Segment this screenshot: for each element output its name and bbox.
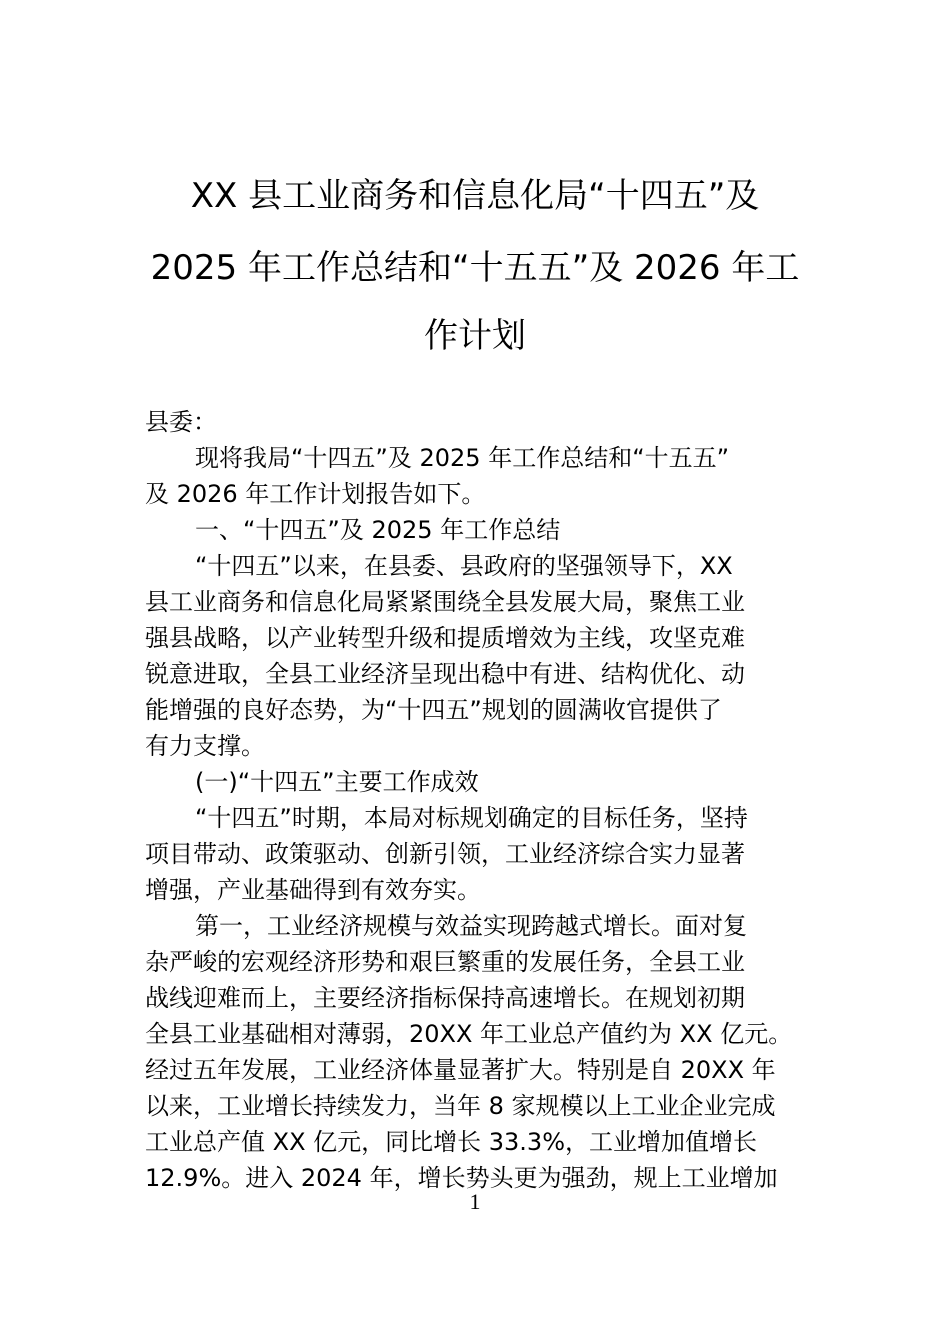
document-title-line-2: 2025 年工作总结和“十五五”及 2026 年工 (150, 248, 800, 288)
body-line: 项目带动、政策驱动、创新引领，工业经济综合实力显著 (145, 840, 745, 868)
body-line: 增强，产业基础得到有效夯实。 (145, 876, 481, 904)
body-line: 经过五年发展，工业经济体量显著扩大。特别是自 20XX 年 (145, 1056, 776, 1084)
body-line: “十四五”以来，在县委、县政府的坚强领导下，XX (195, 552, 733, 580)
body-line: 强县战略，以产业转型升级和提质增效为主线，攻坚克难 (145, 624, 745, 652)
body-line: 12.9%。进入 2024 年，增长势头更为强劲，规上工业增加 (145, 1164, 778, 1192)
document-title-line-3: 作计划 (424, 316, 526, 356)
body-line: 工业总产值 XX 亿元，同比增长 33.3%，工业增加值增长 (145, 1128, 758, 1156)
body-line: 锐意进取，全县工业经济呈现出稳中有进、结构优化、动 (145, 660, 745, 688)
body-line: 杂严峻的宏观经济形势和艰巨繁重的发展任务，全县工业 (145, 948, 745, 976)
body-line: 全县工业基础相对薄弱，20XX 年工业总产值约为 XX 亿元。 (145, 1020, 793, 1048)
body-line: 县工业商务和信息化局紧紧围绕全县发展大局，聚焦工业 (145, 588, 745, 616)
body-line: “十四五”时期，本局对标规划确定的目标任务，坚持 (195, 804, 748, 832)
body-line: 战线迎难而上，主要经济指标保持高速增长。在规划初期 (145, 984, 745, 1012)
body-line: 现将我局“十四五”及 2025 年工作总结和“十五五” (195, 444, 730, 472)
page-number: 1 (469, 1189, 481, 1214)
body-line: 及 2026 年工作计划报告如下。 (145, 480, 486, 508)
body-line: 第一，工业经济规模与效益实现跨越式增长。面对复 (195, 912, 747, 940)
salutation: 县委： (145, 408, 217, 436)
body-line: 有力支撑。 (145, 732, 265, 760)
body-line: 以来，工业增长持续发力，当年 8 家规模以上工业企业完成 (145, 1092, 776, 1120)
body-line: 能增强的良好态势，为“十四五”规划的圆满收官提供了 (145, 696, 722, 724)
document-title-line-1: XX 县工业商务和信息化局“十四五”及 (190, 176, 760, 216)
subsection-heading: (一)“十四五”主要工作成效 (195, 768, 479, 796)
section-heading: 一、“十四五”及 2025 年工作总结 (195, 516, 561, 544)
